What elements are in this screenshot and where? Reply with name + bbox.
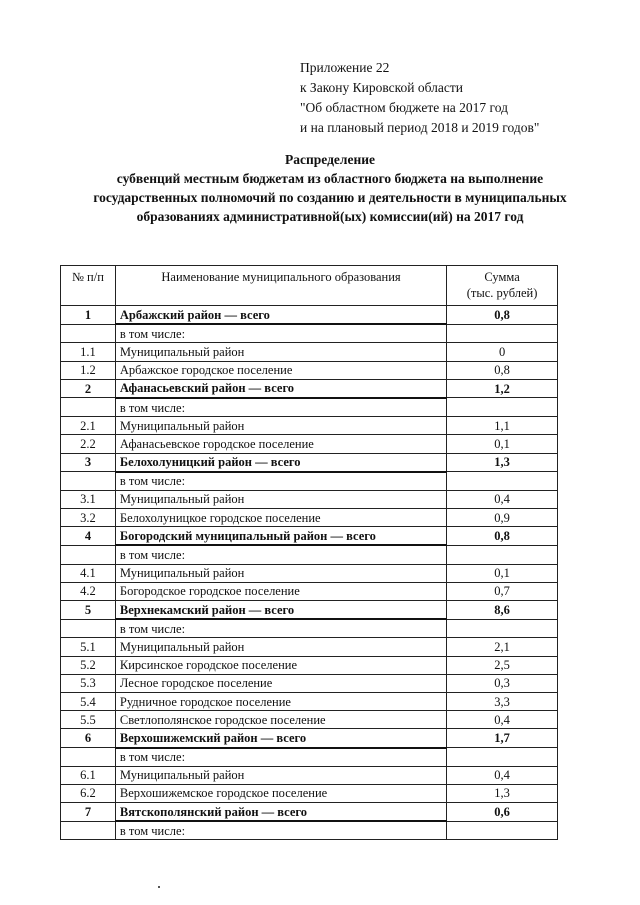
table-row [61,398,558,417]
cell-name: Муниципальный район [115,638,446,656]
cell-num: 2 [61,379,116,398]
cell-name: в том числе: [115,821,446,840]
cell-num: 5.3 [61,674,116,692]
table-row [61,472,558,491]
table-row [61,656,558,674]
cell-sum: 3,3 [447,692,558,710]
cell-num: 6 [61,729,116,748]
cell-sum: 2,1 [447,638,558,656]
cell-num: 2.1 [61,417,116,435]
cell-sum: 1,3 [447,453,558,472]
table-header-row [61,266,558,306]
cell-name: Кирсинское городское поселение [115,656,446,674]
cell-num [61,748,116,767]
cell-sum: 0,8 [447,527,558,546]
header-sum-line-2: (тыс. рублей) [466,286,538,300]
scan-speck [158,886,160,888]
cell-sum: 0,6 [447,803,558,822]
table-row [61,527,558,546]
cell-sum: 1,2 [447,379,558,398]
cell-name: Муниципальный район [115,343,446,361]
cell-name: Афанасьевское городское поселение [115,435,446,453]
header-num: № п/п [61,266,116,306]
cell-num: 4 [61,527,116,546]
cell-num: 3.1 [61,490,116,508]
table-row [61,674,558,692]
cell-sum: 0,8 [447,361,558,379]
cell-num: 5.5 [61,711,116,729]
cell-name: Муниципальный район [115,417,446,435]
cell-sum [447,324,558,343]
cell-num [61,821,116,840]
cell-sum: 0,7 [447,582,558,600]
cell-num [61,619,116,638]
table-row [61,564,558,582]
cell-num [61,472,116,491]
cell-num: 2.2 [61,435,116,453]
cell-name: Светлополянское городское поселение [115,711,446,729]
header-sum-line-1: Сумма [484,270,520,284]
table-row [61,343,558,361]
cell-name: Богородский муниципальный район — всего [115,527,446,546]
cell-name: в том числе: [115,472,446,491]
cell-name: Верхнекамский район — всего [115,601,446,620]
cell-name: в том числе: [115,748,446,767]
table-row [61,509,558,527]
cell-num [61,324,116,343]
cell-sum: 2,5 [447,656,558,674]
cell-num: 3 [61,453,116,472]
table-row [61,692,558,710]
table-row [61,582,558,600]
cell-name: Вятскополянский район — всего [115,803,446,822]
cell-name: Белохолуницкое городское поселение [115,509,446,527]
table-row [61,361,558,379]
cell-sum [447,545,558,564]
cell-sum: 8,6 [447,601,558,620]
cell-name: в том числе: [115,619,446,638]
table-row [61,306,558,325]
table-row [61,619,558,638]
table-row [61,711,558,729]
title-line-1: Распределение [284,152,376,167]
cell-name: в том числе: [115,545,446,564]
title-line-4: образованиях административной(ых) комиссии(ий) на 2017 год [136,209,524,224]
title-line-2: субвенций местным бюджетам из областного бюджета на выполнение [116,171,544,186]
cell-num: 5.1 [61,638,116,656]
cell-num [61,545,116,564]
cell-sum: 0,1 [447,435,558,453]
table-row [61,766,558,784]
cell-sum: 0,8 [447,306,558,325]
table-row [61,748,558,767]
cell-sum: 0,4 [447,711,558,729]
cell-num: 1.1 [61,343,116,361]
subsidy-table [60,265,558,840]
appendix-line-1: Приложение 22 [300,60,390,75]
cell-num: 5.4 [61,692,116,710]
cell-num: 1 [61,306,116,325]
cell-sum: 1,1 [447,417,558,435]
table-row [61,435,558,453]
table-row [61,729,558,748]
table-row [61,453,558,472]
cell-num [61,398,116,417]
table-row [61,379,558,398]
cell-num: 4.1 [61,564,116,582]
cell-name: Арбажское городское поселение [115,361,446,379]
cell-name: Арбажский район — всего [115,306,446,325]
appendix-line-2: к Закону Кировской области [300,80,464,95]
cell-sum: 0,3 [447,674,558,692]
cell-sum [447,619,558,638]
cell-sum: 0,4 [447,766,558,784]
cell-name: Верхошижемское городское поселение [115,784,446,802]
table-row [61,638,558,656]
cell-name: Муниципальный район [115,766,446,784]
header-sum [447,266,558,306]
cell-num: 7 [61,803,116,822]
cell-sum: 0,1 [447,564,558,582]
table-row [61,417,558,435]
cell-sum [447,748,558,767]
table-row [61,545,558,564]
cell-sum [447,821,558,840]
cell-name: Муниципальный район [115,490,446,508]
cell-name: Богородское городское поселение [115,582,446,600]
table-row [61,803,558,822]
cell-sum: 0,9 [447,509,558,527]
cell-name: в том числе: [115,324,446,343]
cell-num: 5 [61,601,116,620]
appendix-block [300,58,539,138]
appendix-line-3: "Об областном бюджете на 2017 год [300,100,508,115]
table-row [61,601,558,620]
cell-sum: 0,4 [447,490,558,508]
cell-name: в том числе: [115,398,446,417]
cell-num: 6.1 [61,766,116,784]
cell-name: Белохолуницкий район — всего [115,453,446,472]
table-row [61,821,558,840]
cell-name: Муниципальный район [115,564,446,582]
table-row [61,784,558,802]
cell-name: Верхошижемский район — всего [115,729,446,748]
cell-name: Лесное городское поселение [115,674,446,692]
cell-sum [447,472,558,491]
cell-num: 1.2 [61,361,116,379]
cell-sum: 1,7 [447,729,558,748]
document-title [40,150,620,226]
cell-sum: 0 [447,343,558,361]
table-row [61,490,558,508]
table-row [61,324,558,343]
cell-num: 5.2 [61,656,116,674]
cell-num: 4.2 [61,582,116,600]
appendix-line-4: и на плановый период 2018 и 2019 годов" [300,120,540,135]
table-body [61,306,558,840]
cell-num: 6.2 [61,784,116,802]
cell-num: 3.2 [61,509,116,527]
cell-sum: 1,3 [447,784,558,802]
title-line-3: государственных полномочий по созданию и деятельности в муниципальных [93,190,567,205]
cell-name: Рудничное городское поселение [115,692,446,710]
cell-name: Афанасьевский район — всего [115,379,446,398]
header-name: Наименование муниципального образования [115,266,446,306]
cell-sum [447,398,558,417]
